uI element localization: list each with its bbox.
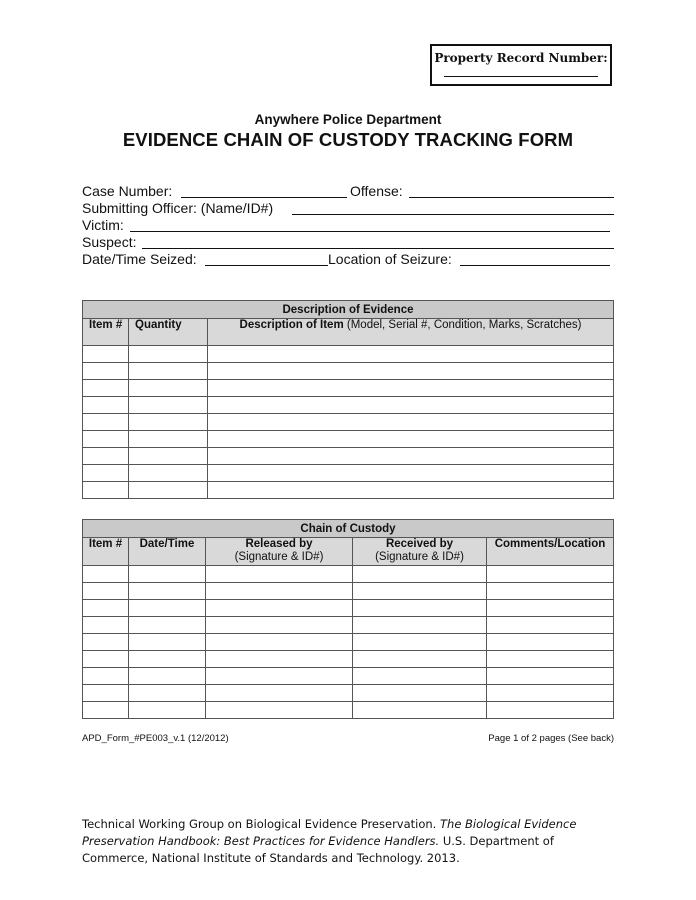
case-offense-row [82,183,614,200]
custody-table-cell[interactable] [206,617,353,634]
evidence-table-row [83,380,614,397]
custody-table-cell[interactable] [353,668,487,685]
evidence-table-row [83,431,614,448]
evidence-table-title: Description of Evidence [83,301,614,319]
evidence-table-cell[interactable] [129,448,208,465]
date-location-row [82,251,614,268]
location-of-seizure-field[interactable] [460,265,610,266]
custody-table-cell[interactable] [83,634,129,651]
victim-row [82,217,614,234]
custody-table-cell[interactable] [206,685,353,702]
citation-title: The Biological Evidence Preservation Handbook: Best Practices for Evidence Handlers. [82,817,577,848]
property-record-number-field[interactable] [444,76,598,77]
custody-table-cell[interactable] [206,702,353,719]
evidence-table-body [83,346,614,499]
custody-table-cell[interactable] [83,583,129,600]
evidence-table-row [83,363,614,380]
evidence-col-item: Item # [83,319,129,346]
custody-table-cell[interactable] [353,566,487,583]
custody-table-cell[interactable] [83,566,129,583]
date-time-seized-field[interactable] [205,265,328,266]
submitting-officer-row [82,200,614,217]
evidence-table-cell[interactable] [83,414,129,431]
suspect-label: Suspect: [82,234,137,250]
evidence-table-cell[interactable] [83,431,129,448]
offense-field[interactable] [409,197,614,198]
custody-col-comments: Comments/Location [487,538,614,566]
citation [82,816,602,867]
property-record-number-box [430,44,612,86]
evidence-table-cell[interactable] [129,482,208,499]
custody-table-row [83,651,614,668]
custody-table-row [83,583,614,600]
custody-table-cell[interactable] [83,702,129,719]
custody-table-cell[interactable] [487,583,614,600]
evidence-table-cell[interactable] [208,363,614,380]
custody-table-cell[interactable] [487,685,614,702]
evidence-table-cell[interactable] [208,431,614,448]
evidence-table-cell[interactable] [129,363,208,380]
custody-table-cell[interactable] [83,600,129,617]
location-of-seizure-label: Location of Seizure: [328,251,452,267]
custody-table-cell[interactable] [129,651,206,668]
evidence-table-cell[interactable] [129,414,208,431]
submitting-officer-label: Submitting Officer: (Name/ID#) [82,200,274,216]
evidence-table-cell[interactable] [83,397,129,414]
custody-table-cell[interactable] [353,634,487,651]
custody-table-cell[interactable] [487,668,614,685]
custody-table-row [83,685,614,702]
custody-col-released-label: Released by [245,538,313,550]
case-number-field[interactable] [181,197,347,198]
evidence-table-cell[interactable] [208,380,614,397]
custody-table-cell[interactable] [129,685,206,702]
citation-part1: Technical Working Group on Biological Evidence Preservation. [82,817,440,831]
custody-table-cell[interactable] [83,685,129,702]
custody-table-cell[interactable] [206,583,353,600]
custody-table-cell[interactable] [487,617,614,634]
form-title: EVIDENCE CHAIN OF CUSTODY TRACKING FORM [122,129,574,150]
custody-table-cell[interactable] [83,668,129,685]
custody-table-row [83,702,614,719]
evidence-col-description-sub: (Model, Serial #, Condition, Marks, Scratches) [346,319,582,331]
custody-table-row [83,566,614,583]
evidence-table [82,300,614,499]
evidence-table-row [83,414,614,431]
custody-table-cell[interactable] [353,600,487,617]
custody-table-row [83,600,614,617]
victim-label: Victim: [82,217,124,233]
custody-table-cell[interactable] [206,600,353,617]
evidence-table-cell[interactable] [208,397,614,414]
custody-col-received-label: Received by [385,538,454,550]
evidence-col-description [208,319,614,346]
custody-table-body [83,566,614,719]
evidence-table-cell[interactable] [208,482,614,499]
custody-col-datetime: Date/Time [129,538,206,566]
submitting-officer-field[interactable] [292,214,614,215]
custody-table-cell[interactable] [487,566,614,583]
date-time-seized-label: Date/Time Seized: [82,251,197,267]
evidence-table-cell[interactable] [83,482,129,499]
custody-table-cell[interactable] [129,668,206,685]
custody-table-title: Chain of Custody [83,520,614,538]
case-number-label: Case Number: [82,183,173,199]
custody-table-cell[interactable] [206,634,353,651]
custody-table-cell[interactable] [129,600,206,617]
custody-table-cell[interactable] [353,685,487,702]
custody-table-row [83,617,614,634]
evidence-table-cell[interactable] [129,346,208,363]
evidence-table-cell[interactable] [129,465,208,482]
custody-table-cell[interactable] [487,600,614,617]
evidence-table-cell[interactable] [83,448,129,465]
custody-table-cell[interactable] [353,617,487,634]
custody-table-cell[interactable] [129,634,206,651]
property-record-number-label: Property Record Number: [434,51,608,65]
evidence-table-cell[interactable] [83,465,129,482]
custody-col-received [353,538,487,566]
evidence-table-row [83,346,614,363]
evidence-table-cell[interactable] [83,346,129,363]
suspect-row [82,234,614,251]
evidence-table-cell[interactable] [208,346,614,363]
custody-table-cell[interactable] [487,651,614,668]
evidence-table-cell[interactable] [208,448,614,465]
evidence-table-cell[interactable] [83,380,129,397]
page-info: Page 1 of 2 pages (See back) [488,733,614,744]
evidence-col-quantity: Quantity [129,319,208,346]
custody-table-cell[interactable] [353,583,487,600]
form-id: APD_Form_#PE003_v.1 (12/2012) [82,733,229,744]
suspect-field[interactable] [142,248,614,249]
evidence-table-cell[interactable] [129,380,208,397]
custody-col-item: Item # [83,538,129,566]
evidence-table-cell[interactable] [129,397,208,414]
evidence-table-cell[interactable] [208,465,614,482]
department-name: Anywhere Police Department [254,112,442,127]
custody-table-cell[interactable] [129,702,206,719]
evidence-table-cell[interactable] [129,431,208,448]
custody-table-cell[interactable] [83,617,129,634]
custody-table-cell[interactable] [129,566,206,583]
citation-part3: U.S. Department of Commerce, National Institute of Standards and Technology. 2013. [82,834,554,865]
custody-col-released [206,538,353,566]
evidence-table-row [83,465,614,482]
evidence-table-row [83,397,614,414]
custody-table-cell[interactable] [353,651,487,668]
evidence-table-cell[interactable] [208,414,614,431]
victim-field[interactable] [130,231,610,232]
custody-table-row [83,668,614,685]
custody-table-row [83,634,614,651]
offense-label: Offense: [350,183,403,199]
evidence-table-row [83,482,614,499]
custody-col-released-sub: (Signature & ID#) [234,551,324,563]
custody-col-received-sub: (Signature & ID#) [375,551,464,563]
custody-table-cell[interactable] [206,668,353,685]
custody-table-cell[interactable] [83,651,129,668]
evidence-table-cell[interactable] [83,363,129,380]
custody-table [82,519,614,719]
evidence-table-row [83,448,614,465]
custody-table-cell[interactable] [129,583,206,600]
custody-table-cell[interactable] [206,566,353,583]
custody-table-cell[interactable] [487,634,614,651]
custody-table-cell[interactable] [129,617,206,634]
custody-table-cell[interactable] [206,651,353,668]
custody-table-cell[interactable] [487,702,614,719]
custody-table-cell[interactable] [353,702,487,719]
evidence-col-description-label: Description of Item [239,319,344,331]
